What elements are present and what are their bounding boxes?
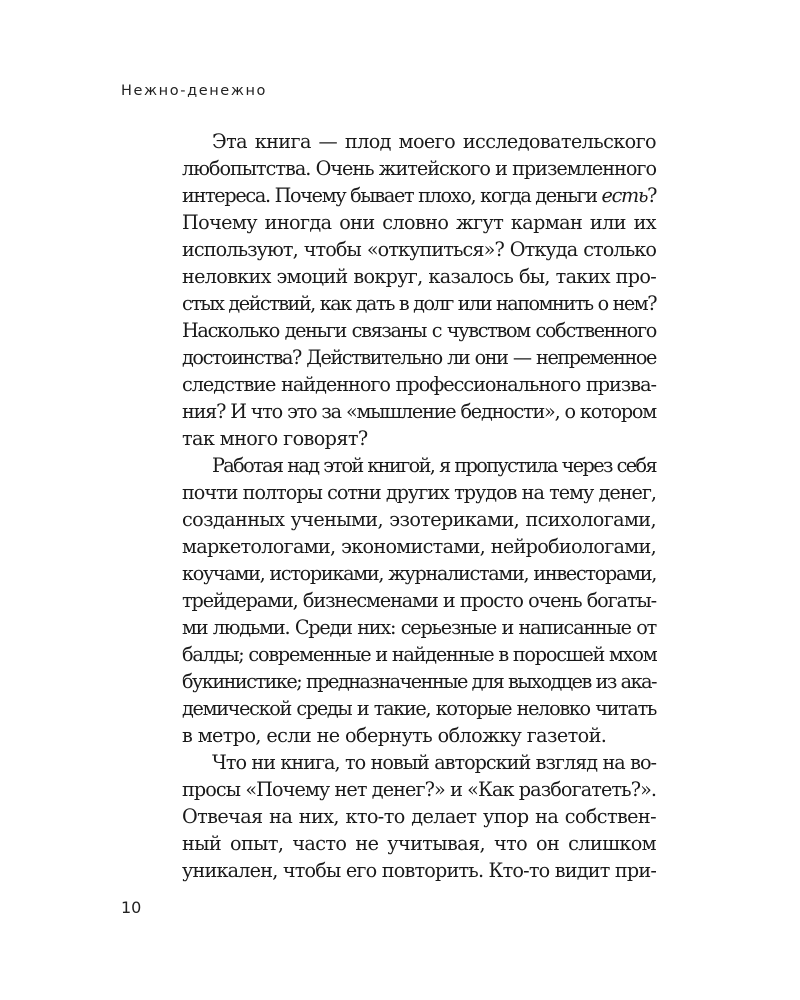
text-line: демической среды и такие, которые неловко читать <box>182 697 656 720</box>
text-line: букинистике; предназначенные для выходцев из ака- <box>182 670 656 693</box>
text-line: просы «Почему нет денег?» и «Как разбогатеть?». <box>182 778 657 801</box>
text-line: почти полторы сотни других трудов на тему денег, <box>182 481 656 504</box>
text-line: Эта книга — плод моего исследовательского <box>212 130 656 153</box>
text-line: следствие найденного профессионального призва- <box>182 373 656 396</box>
text-line: созданных учеными, эзотериками, психологами, <box>182 508 656 531</box>
text-line: уникален, чтобы его повторить. Кто-то видит при- <box>182 859 656 882</box>
body-text <box>182 128 656 884</box>
text-line: ния? И что это за «мышление бедности», о котором <box>182 400 656 423</box>
text-line: неловких эмоций вокруг, казалось бы, таких про- <box>182 265 656 288</box>
text-line: Работая над этой книгой, я пропустила через себя <box>212 454 656 477</box>
text-line: Отвечая на них, кто-то делает упор на собствен- <box>182 805 656 828</box>
text-line: маркетологами, экономистами, нейробиологами, <box>182 535 656 558</box>
text-line: ми людьми. Среди них: серьезные и написанные от <box>182 616 656 639</box>
text-line: так много говорят? <box>182 427 368 450</box>
text-line: используют, чтобы «откупиться»? Откуда столько <box>182 238 656 261</box>
text-line: балды; современные и найденные в поросшей мхом <box>182 643 657 666</box>
running-header: Нежно-денежно <box>121 83 268 99</box>
text-line: стых действий, как дать в долг или напомнить о нем? <box>182 292 656 315</box>
text-line: коучами, историками, журналистами, инвесторами, <box>182 562 656 585</box>
text-line: Почему иногда они словно жгут карман или их <box>182 211 656 234</box>
text-line: Насколько деньги связаны с чувством собственного <box>182 319 656 342</box>
text-line: Что ни книга, то новый авторский взгляд на во- <box>212 751 656 774</box>
text-line: любопытства. Очень житейского и приземленного <box>182 157 656 180</box>
text-line: трейдерами, бизнесменами и просто очень богаты- <box>182 589 656 612</box>
text-line: ный опыт, часто не учитывая, что он слишком <box>182 832 656 855</box>
text-line: достоинства? Действительно ли они — непременное <box>182 346 656 369</box>
text-line: интереса. Почему бывает плохо, когда деньги есть? <box>182 184 657 207</box>
page-number: 10 <box>121 898 142 917</box>
text-line: в метро, если не обернуть обложку газетой. <box>182 724 607 747</box>
